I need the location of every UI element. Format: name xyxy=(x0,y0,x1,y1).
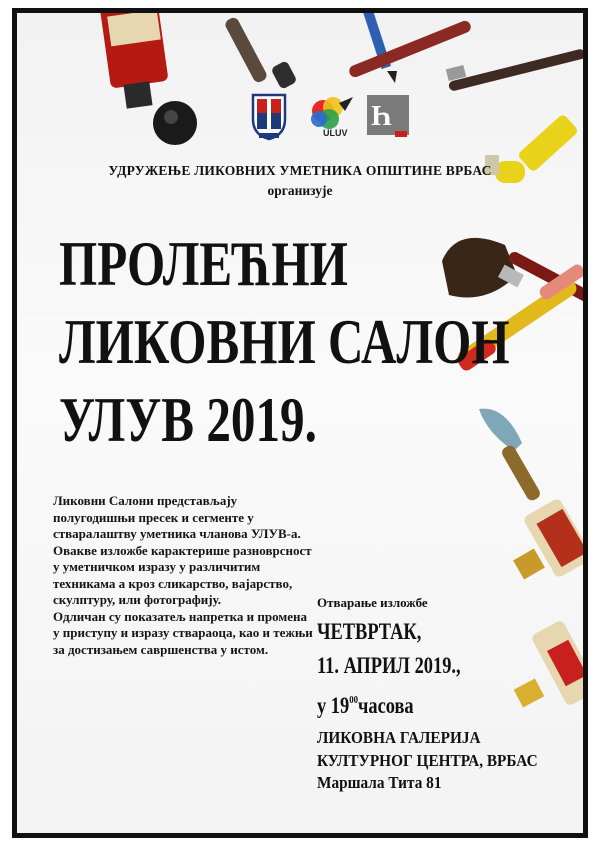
opening-datetime xyxy=(317,615,497,723)
opening-time-prefix: у 19 xyxy=(317,693,350,718)
poster xyxy=(12,8,588,838)
event-title xyxy=(59,225,510,459)
cultural-center-logo-icon xyxy=(367,91,409,141)
organizer-verb: организује xyxy=(267,183,333,198)
description-paragraph-3: Одличан су показатељ напретка и промена у приступу и изразу ствараоца, као и тежњи за достизањем савршенства у истом. xyxy=(53,608,313,657)
opening-label: Отварање изложбе xyxy=(317,595,428,610)
opening-day: ЧЕТВРТАК, xyxy=(317,619,422,644)
paint-tube-icon xyxy=(514,619,583,707)
svg-text:ULUV: ULUV xyxy=(323,128,348,138)
paint-tube-icon xyxy=(100,13,197,145)
svg-text:Һ: Һ xyxy=(371,101,392,132)
pencil-icon xyxy=(363,13,397,83)
organizer-name: УДРУЖЕЊЕ ЛИКОВНИХ УМЕТНИКА ОПШТИНЕ ВРБАС xyxy=(108,163,492,178)
opening-time-suffix: часова xyxy=(358,693,414,718)
brush-icon xyxy=(223,16,297,90)
event-description xyxy=(53,493,315,658)
opening-date: 11. АПРИЛ 2019., xyxy=(317,653,461,678)
opening-time xyxy=(317,683,461,723)
brush-icon xyxy=(446,48,583,92)
uluv-logo-icon xyxy=(309,95,357,139)
opening-time-minutes: 00 xyxy=(349,694,358,706)
title-line-2: ЛИКОВНИ САЛОН xyxy=(59,307,510,377)
venue xyxy=(317,727,562,795)
title-line-3: УЛУВ 2019. xyxy=(59,385,317,455)
coat-of-arms-icon xyxy=(249,91,289,141)
description-paragraph-1: Ликовни Салони представљају полугодишњи пресек и сегменте у стваралаштву уметника чланова УЛУВ-а. xyxy=(53,493,301,541)
venue-address: Маршала Тита 81 xyxy=(317,773,442,792)
venue-line-2: КУЛТУРНОГ ЦЕНТРА, ВРБАС xyxy=(317,750,538,770)
description-paragraph-2: Овакве изложбе карактерише разноврсност у уметничком изразу у различитим техникама а кроз сликарство, вајарство, скулптуру, или фотографију. xyxy=(53,542,312,607)
venue-line-1: ЛИКОВНА ГАЛЕРИЈА xyxy=(317,728,481,747)
paint-tube-icon xyxy=(513,497,583,579)
title-line-1: ПРОЛЕЋНИ xyxy=(59,229,348,299)
